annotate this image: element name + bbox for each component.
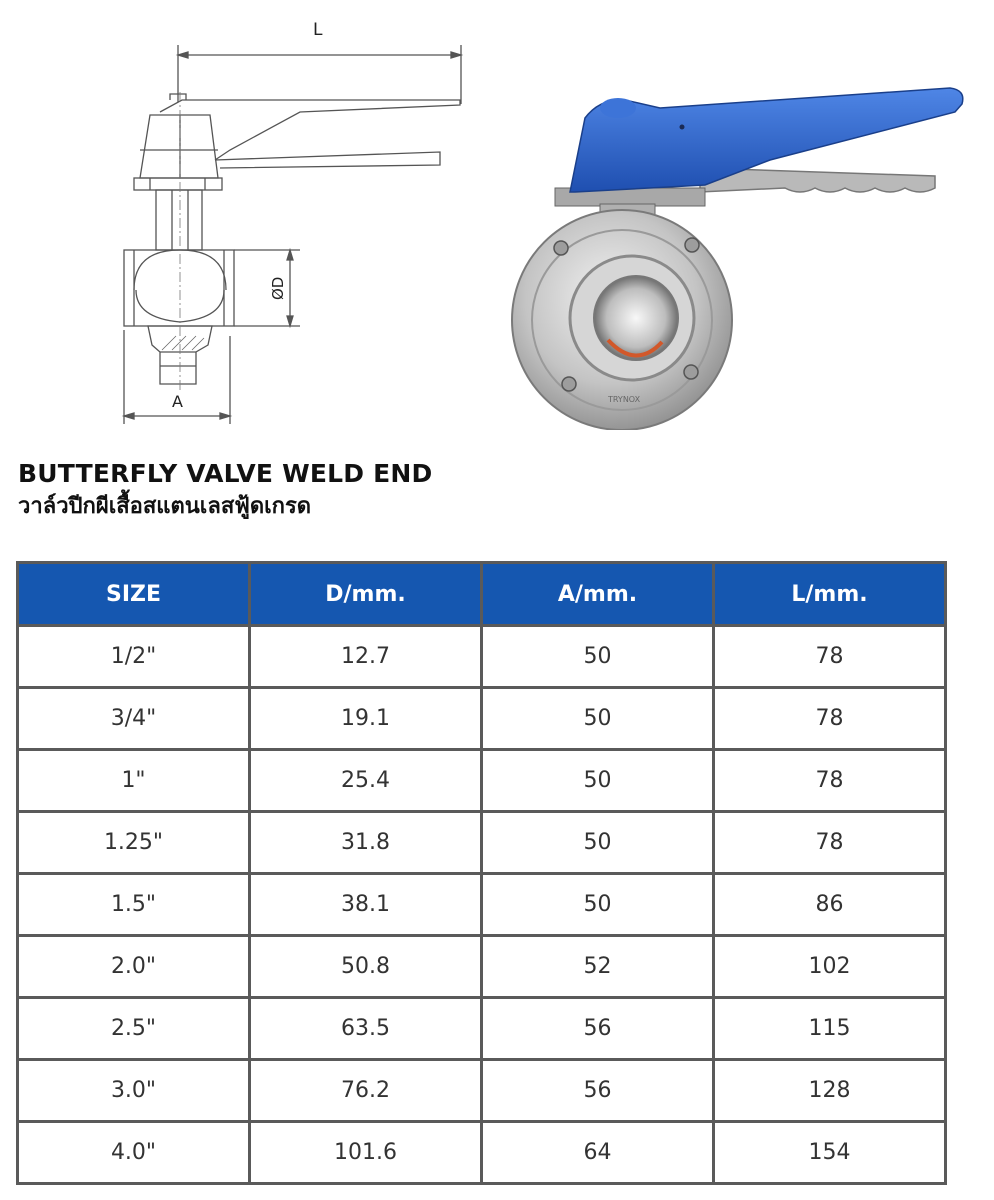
photo-brand: TRYNOX bbox=[608, 395, 641, 404]
cell-l: 86 bbox=[714, 874, 946, 936]
cell-size: 2.5" bbox=[18, 998, 250, 1060]
cell-size: 3.0" bbox=[18, 1060, 250, 1122]
cell-a: 56 bbox=[482, 998, 714, 1060]
table-row bbox=[18, 1122, 946, 1184]
title-thai: วาล์วปีกผีเสื้อสแตนเลสฟู้ดเกรด bbox=[18, 494, 312, 519]
cell-size: 3/4" bbox=[18, 688, 250, 750]
cell-l: 115 bbox=[714, 998, 946, 1060]
table-row bbox=[18, 1060, 946, 1122]
cell-l: 102 bbox=[714, 936, 946, 998]
header-l: L/mm. bbox=[714, 563, 946, 626]
title-english: BUTTERFLY VALVE WELD END bbox=[18, 459, 433, 488]
cell-size: 1.5" bbox=[18, 874, 250, 936]
table-row bbox=[18, 750, 946, 812]
cell-size: 4.0" bbox=[18, 1122, 250, 1184]
cell-d: 76.2 bbox=[250, 1060, 482, 1122]
cell-d: 25.4 bbox=[250, 750, 482, 812]
valve-technical-drawing bbox=[0, 0, 480, 440]
title-block bbox=[18, 458, 433, 524]
cell-d: 31.8 bbox=[250, 812, 482, 874]
table-row bbox=[18, 812, 946, 874]
cell-l: 128 bbox=[714, 1060, 946, 1122]
cell-size: 1" bbox=[18, 750, 250, 812]
cell-d: 50.8 bbox=[250, 936, 482, 998]
cell-d: 19.1 bbox=[250, 688, 482, 750]
cell-a: 52 bbox=[482, 936, 714, 998]
table-row bbox=[18, 688, 946, 750]
cell-l: 78 bbox=[714, 812, 946, 874]
cell-size: 1.25" bbox=[18, 812, 250, 874]
cell-a: 50 bbox=[482, 750, 714, 812]
cell-l: 154 bbox=[714, 1122, 946, 1184]
table-row bbox=[18, 936, 946, 998]
label-a: A bbox=[172, 392, 183, 411]
label-d: ØD bbox=[269, 276, 287, 300]
header-size: SIZE bbox=[18, 563, 250, 626]
cell-l: 78 bbox=[714, 750, 946, 812]
cell-d: 101.6 bbox=[250, 1122, 482, 1184]
cell-size: 2.0" bbox=[18, 936, 250, 998]
label-l: L bbox=[313, 20, 323, 40]
table-row bbox=[18, 626, 946, 688]
header-a: A/mm. bbox=[482, 563, 714, 626]
cell-a: 50 bbox=[482, 812, 714, 874]
table-row bbox=[18, 874, 946, 936]
cell-a: 64 bbox=[482, 1122, 714, 1184]
cell-l: 78 bbox=[714, 688, 946, 750]
cell-d: 38.1 bbox=[250, 874, 482, 936]
cell-l: 78 bbox=[714, 626, 946, 688]
cell-size: 1/2" bbox=[18, 626, 250, 688]
spec-table bbox=[16, 561, 947, 1185]
header-d: D/mm. bbox=[250, 563, 482, 626]
cell-d: 12.7 bbox=[250, 626, 482, 688]
cell-d: 63.5 bbox=[250, 998, 482, 1060]
cell-a: 50 bbox=[482, 874, 714, 936]
cell-a: 50 bbox=[482, 688, 714, 750]
cell-a: 56 bbox=[482, 1060, 714, 1122]
table-header-row bbox=[18, 563, 946, 626]
cell-a: 50 bbox=[482, 626, 714, 688]
table-row bbox=[18, 998, 946, 1060]
valve-product-photo bbox=[500, 80, 980, 430]
